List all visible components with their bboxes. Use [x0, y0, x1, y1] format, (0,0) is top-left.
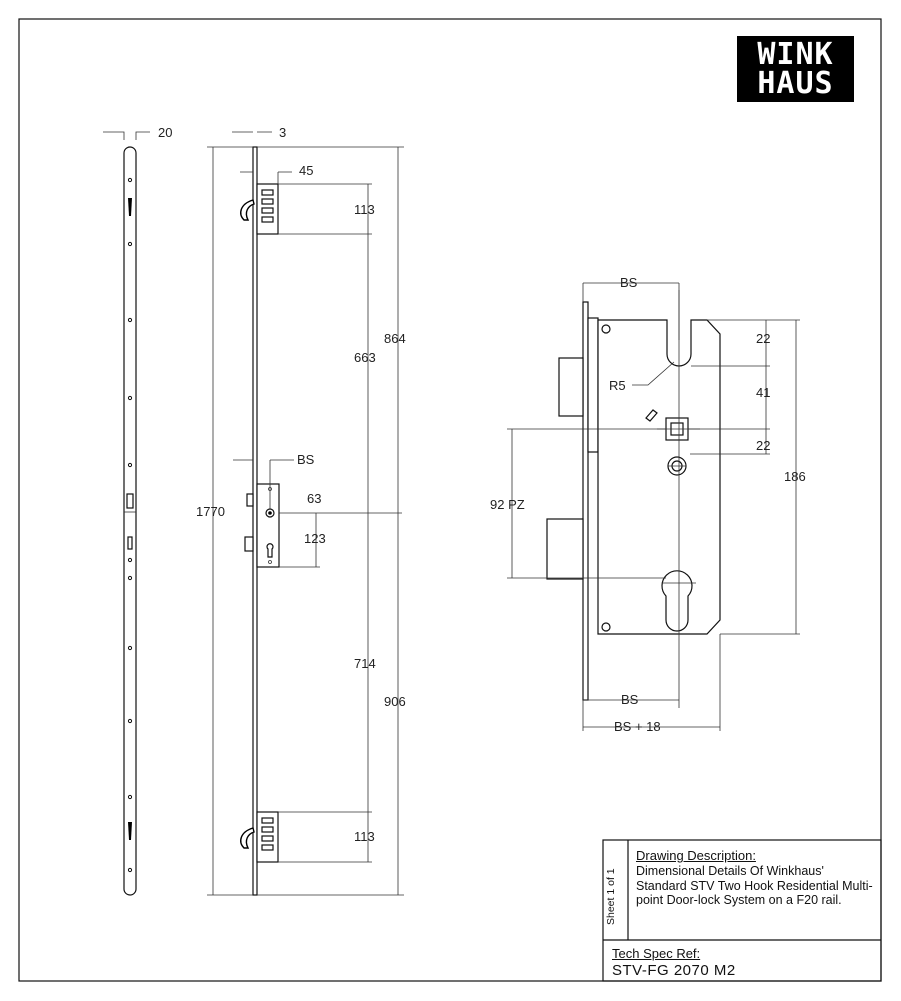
case-top-backset-label: BS — [620, 275, 638, 290]
upper-total-dimension — [257, 147, 404, 513]
description-heading: Drawing Description: — [636, 848, 756, 863]
side-view — [196, 125, 406, 895]
case-screw-bottom — [602, 623, 610, 631]
spindle-side-inner — [268, 511, 272, 515]
overall-length-dimension — [207, 147, 253, 895]
spindle-offset-label: 63 — [307, 491, 322, 506]
case-forend — [588, 318, 598, 452]
faceplate-strip — [253, 147, 257, 895]
dim-22-top-label: 22 — [756, 331, 771, 346]
top-hook — [241, 200, 254, 220]
case-cylinder-profile — [662, 571, 692, 631]
dim-41-label: 41 — [756, 385, 771, 400]
case-body — [598, 320, 720, 634]
lockcase-bolt-side — [245, 537, 253, 551]
bottom-hook — [241, 828, 254, 848]
rail-width-label: 20 — [158, 125, 173, 140]
upper-total-label: 864 — [384, 331, 406, 346]
winkhaus-logo — [737, 36, 854, 102]
case-screw-top — [602, 325, 610, 333]
overall-length-label: 1770 — [196, 504, 225, 519]
logo-line-2: HAUS — [757, 66, 834, 101]
cylinder-side — [267, 544, 273, 557]
top-hook-housing — [257, 184, 278, 234]
pz-label: 92 PZ — [490, 497, 525, 512]
rail-view — [103, 125, 172, 895]
lower-total-dimension — [257, 513, 404, 895]
lockcase-latch-side — [247, 494, 253, 506]
lower-span-label: 714 — [354, 656, 376, 671]
rail-forend-slot — [127, 494, 133, 508]
bs-plus-label: BS + 18 — [614, 719, 661, 734]
bottom-hook-height-label: 113 — [354, 829, 375, 844]
case-view — [490, 275, 806, 734]
logo-line-1: WINK — [757, 37, 834, 72]
dim-22-bottom-label: 22 — [756, 438, 771, 453]
case-deadbolt — [547, 519, 583, 579]
bs-plus-dimension — [583, 634, 720, 731]
case-latch — [559, 358, 583, 416]
rail-body — [124, 147, 136, 895]
case-height-label: 186 — [784, 469, 806, 484]
sheet-border — [19, 19, 881, 981]
rail-width-dimension — [103, 132, 150, 140]
thickness-label: 3 — [279, 125, 287, 140]
side-backset-label: BS — [297, 452, 315, 467]
upper-span-label: 663 — [354, 350, 376, 365]
top-hook-width-dimension — [240, 172, 292, 184]
tech-spec-value: STV-FG 2070 M2 — [612, 962, 736, 979]
cylinder-offset-label: 123 — [304, 531, 326, 546]
top-hook-height-label: 113 — [354, 202, 375, 217]
case-faceplate — [583, 302, 588, 700]
tech-spec-heading: Tech Spec Ref: — [612, 946, 701, 961]
description-text: Dimensional Details Of Winkhaus' Standard STV Two Hook Residential Multi-point Door-lock System on a F20 rail. — [636, 864, 873, 907]
bottom-hook-housing — [257, 812, 278, 862]
rail-cylinder-slot — [128, 537, 132, 549]
radius-label: R5 — [609, 378, 626, 393]
case-bottom-backset-label: BS — [621, 692, 639, 707]
top-hook-width-label: 45 — [299, 163, 314, 178]
lower-total-label: 906 — [384, 694, 406, 709]
sheet-number: Sheet 1 of 1 — [605, 868, 617, 925]
